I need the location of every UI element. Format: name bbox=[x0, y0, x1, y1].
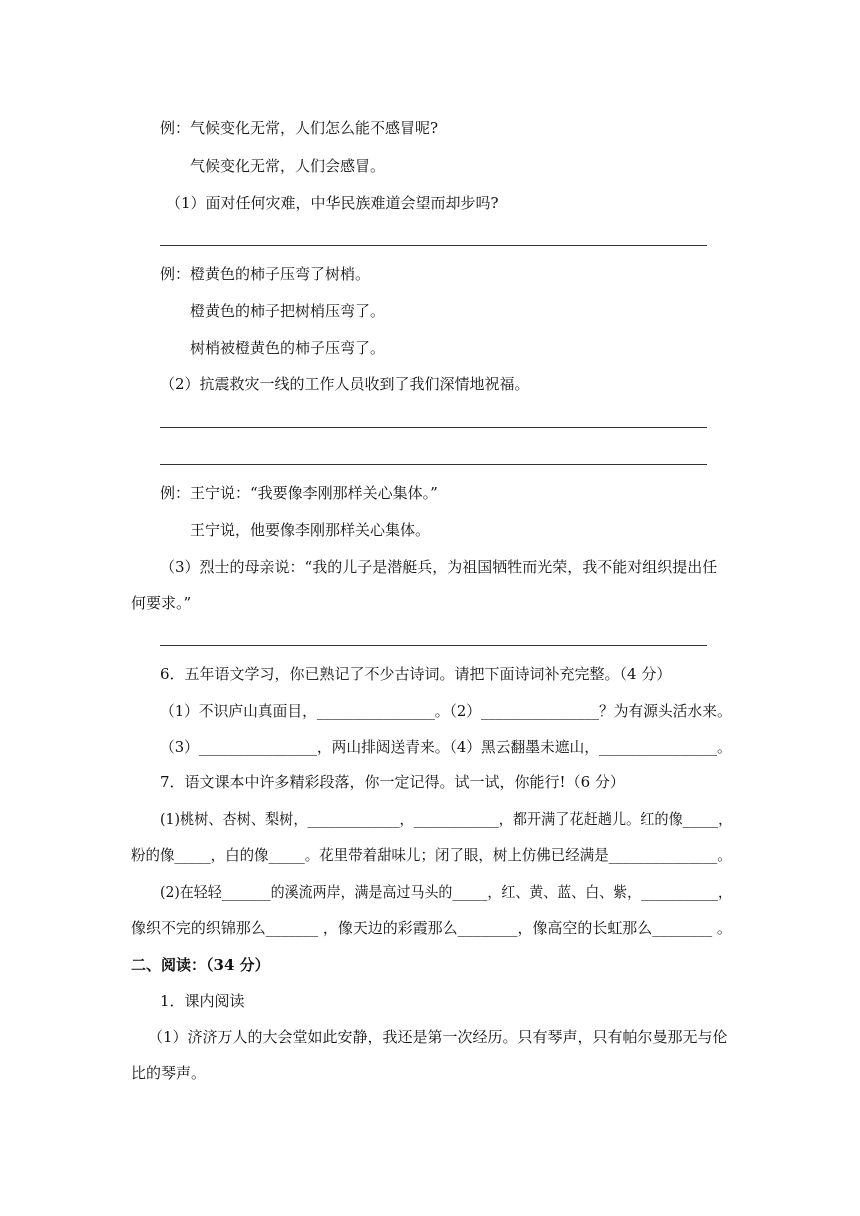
example-text: 例：橙黄色的柿子压弯了树梢。 bbox=[160, 265, 371, 283]
fill-blank-line: (1)桃树、杏树、梨树，_____________，____________，都开满了花赶趟儿。红的像_____， bbox=[160, 810, 733, 828]
question-text: （3）烈士的母亲说：“我的儿子是潜艇兵，为祖国牺牲而光荣，我不能对组织提出任 bbox=[160, 558, 718, 576]
answer-line bbox=[160, 464, 707, 465]
question-title: 7．语文课本中许多精彩段落，你一定记得。试一试，你能行!（6 分） bbox=[160, 773, 625, 791]
answer-line bbox=[160, 645, 707, 646]
question-text: 何要求。” bbox=[131, 594, 192, 612]
answer-line bbox=[160, 427, 707, 428]
section-title: 二、阅读：（34 分） bbox=[131, 956, 270, 974]
example-answer: 气候变化无常，人们会感冒。 bbox=[190, 157, 386, 175]
subsection-title: 1．课内阅读 bbox=[160, 992, 245, 1010]
reading-paragraph: 比的琴声。 bbox=[131, 1064, 207, 1082]
answer-line bbox=[160, 245, 707, 246]
reading-paragraph: （1）济济万人的大会堂如此安静，我还是第一次经历。只有琴声，只有帕尔曼那无与伦 bbox=[148, 1028, 728, 1046]
fill-blank-line: （1）不识庐山真面目，________________。（2）________________？为有源头活水来。 bbox=[160, 702, 732, 720]
example-answer: 橙黄色的柿子把树梢压弯了。 bbox=[190, 302, 386, 320]
example-text: 例：王宁说：“我要像李刚那样关心集体。” bbox=[160, 484, 438, 502]
example-answer: 王宁说，他要像李刚那样关心集体。 bbox=[190, 521, 431, 539]
question-text: （2）抗震救灾一线的工作人员收到了我们深情地祝福。 bbox=[160, 375, 530, 393]
fill-blank-line: 粉的像_____，白的像_____。花里带着甜味儿；闭了眼，树上仿佛已经满是_______________。 bbox=[131, 846, 732, 864]
question-title: 6．五年语文学习，你已熟记了不少古诗词。请把下面诗词补充完整。（4 分） bbox=[160, 665, 672, 683]
fill-blank-line: （3）________________，两山排闼送青来。（4）黑云翻墨未遮山，________________。 bbox=[160, 738, 732, 756]
question-text: （1）面对任何灾难，中华民族难道会望而却步吗? bbox=[166, 194, 499, 212]
example-answer: 树梢被橙黄色的柿子压弯了。 bbox=[190, 339, 386, 357]
fill-blank-line: 像织不完的织锦那么_______ ，像天边的彩霞那么________，像高空的长虹那么________ 。 bbox=[131, 919, 732, 937]
example-text: 例：气候变化无常，人们怎么能不感冒呢? bbox=[160, 119, 439, 137]
fill-blank-line: (2)在轻轻_______的溪流两岸，满是高过马头的_____，红、黄、蓝、白、紫，___________， bbox=[160, 883, 733, 901]
